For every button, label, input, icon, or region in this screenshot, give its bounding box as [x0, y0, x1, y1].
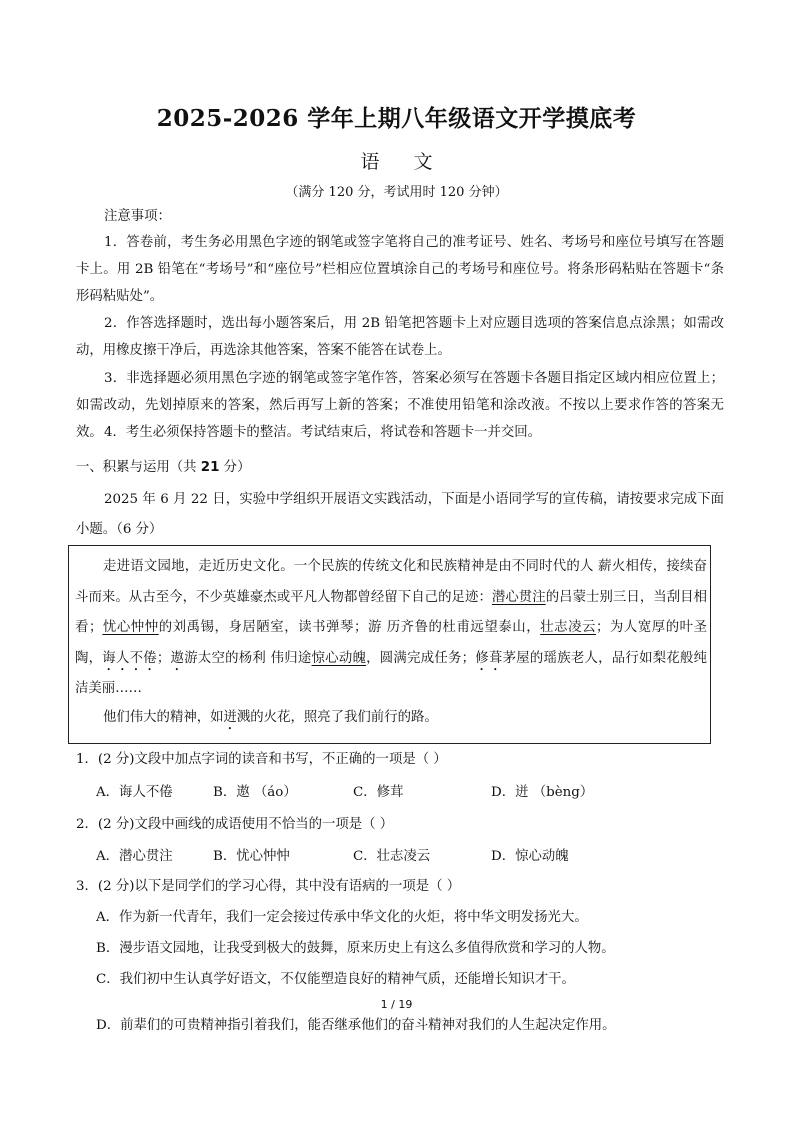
option-c[interactable]: C．修茸: [353, 785, 404, 800]
option-d[interactable]: D．前辈们的可贵精神指引着我们，能否继承他们的奋斗精神对我们的人生起决定作用。: [96, 1018, 616, 1033]
passage-segment: 他们伟大的精神，如: [103, 710, 224, 725]
passage-segment: 游太空的杨利 伟归途: [184, 650, 312, 666]
option-c[interactable]: C．壮志凌云: [353, 849, 431, 864]
score-note: （满分 120 分，考试用时 120 分钟）: [285, 185, 508, 200]
passage-segment: 茅屋的瑶族老人，品行如梨花般纯洁美丽……: [75, 650, 708, 696]
question-3-stem: 3．(2 分)以下是同学们的学习心得，其中没有语病的一项是（ ）: [76, 879, 461, 894]
underlined-idiom: 潜心贯注: [491, 589, 546, 605]
page-number: 1 / 19: [380, 998, 413, 1011]
section-score: 21: [200, 460, 220, 475]
exam-title: 2025-2026 学年上期八年级语文开学摸底考: [156, 105, 637, 132]
subject-title: 语 文: [360, 151, 447, 173]
section-heading: [76, 454, 250, 481]
dotted-word: 诲人不倦: [102, 650, 157, 666]
passage-segment: ；为人宽厚的叶圣陶，: [75, 620, 708, 666]
passage-segment: 的吕蒙士别三日，当刮目相看；: [75, 589, 708, 635]
passage-text: [75, 552, 707, 705]
question-2-options: [96, 843, 736, 870]
notice-item-1: 1．答卷前，考生务必用黑色字迹的钢笔或签字笔将自己的准考证号、姓名、考场号和座位号填写在答题卡上。用 2B 铅笔在“考场号”和“座位号”栏相应位置填涂自己的考场号和座位号。将条形码粘贴在答题卡“条形码粘贴处”。: [76, 235, 724, 304]
option-a[interactable]: A．诲人不倦: [96, 785, 173, 800]
option-a[interactable]: A．作为新一代青年，我们一定会接过传承中华文化的火炬，将中华文明发扬光大。: [96, 910, 588, 925]
option-d[interactable]: D．迸 （bèng）: [491, 785, 594, 800]
dotted-word: 修葺: [475, 650, 503, 666]
section-heading-suffix: 分）: [219, 460, 251, 475]
underlined-idiom: 惊心动魄: [311, 650, 367, 666]
notice-heading: 注意事项：: [104, 209, 171, 224]
passage-segment: 的刘禹锡，身居陋室，读书弹琴；游 历齐鲁的杜甫远望泰山，: [158, 620, 541, 635]
section-intro: 2025 年 6 月 22 日，实验中学组织开展语文实践活动，下面是小语同学写的宣传稿，请按要求完成下面小题。（6 分）: [76, 492, 724, 537]
question-1-stem: 1．(2 分)文段中加点字词的读音和书写，不正确的一项是（ ）: [76, 752, 447, 767]
passage-segment: 走进语文园地，走近历史文化。一个民族的传统文化和民族精神是由不同时代的人 薪火相传，接续奋斗而来。从古至今，不少英雄豪杰或平凡人物都曾经留下自己的足迹：: [75, 559, 707, 605]
option-b[interactable]: B．遨 （áo）: [213, 785, 297, 800]
underlined-idiom: 忧心忡忡: [102, 620, 159, 635]
question-2-stem: 2．(2 分)文段中画线的成语使用不恰当的一项是（ ）: [76, 817, 394, 832]
option-b[interactable]: B．忧心忡忡: [213, 849, 290, 864]
section-heading-prefix: 一、积累与运用（共: [76, 460, 201, 475]
notice-item-3: 3．非选择题必须用黑色字迹的钢笔或签字笔作答，答案必须写在答题卡各题目指定区域内相应位置上；如需改动，先划掉原来的答案，然后再写上新的答案；不准使用铅笔和涂改液。不按以上要求作答的答案无效。: [76, 371, 724, 440]
dotted-word: 迸: [223, 710, 237, 725]
option-c[interactable]: C．我们初中生认真学好语文，不仅能塑造良好的精神气质，还能增长知识才干。: [96, 972, 575, 987]
question-1-options: [96, 779, 736, 806]
passage-segment: 溅的火花，照亮了我们前行的路。: [236, 710, 438, 725]
option-d[interactable]: D．惊心动魄: [491, 849, 569, 864]
passage-segment: ，圆满完成任务；: [366, 650, 476, 666]
notice-item-4: 4．考生必须保持答题卡的整洁。考试结束后，将试卷和答题卡一并交回。: [104, 425, 542, 440]
passage-segment: ；: [156, 650, 171, 666]
underlined-idiom: 壮志凌云: [540, 620, 596, 635]
passage-closing: [75, 703, 707, 733]
option-b[interactable]: B．漫步语文园地，让我受到极大的鼓舞，原来历史上有这么多值得欣赏和学习的人物。: [96, 941, 615, 956]
dotted-word: 遨: [170, 650, 185, 666]
option-a[interactable]: A．潜心贯注: [96, 849, 173, 864]
notice-item-2: 2．作答选择题时，选出每小题答案后，用 2B 铅笔把答题卡上对应题目选项的答案信息点涂黑；如需改动，用橡皮擦干净后，再选涂其他答案，答案不能答在试卷上。: [76, 316, 724, 358]
